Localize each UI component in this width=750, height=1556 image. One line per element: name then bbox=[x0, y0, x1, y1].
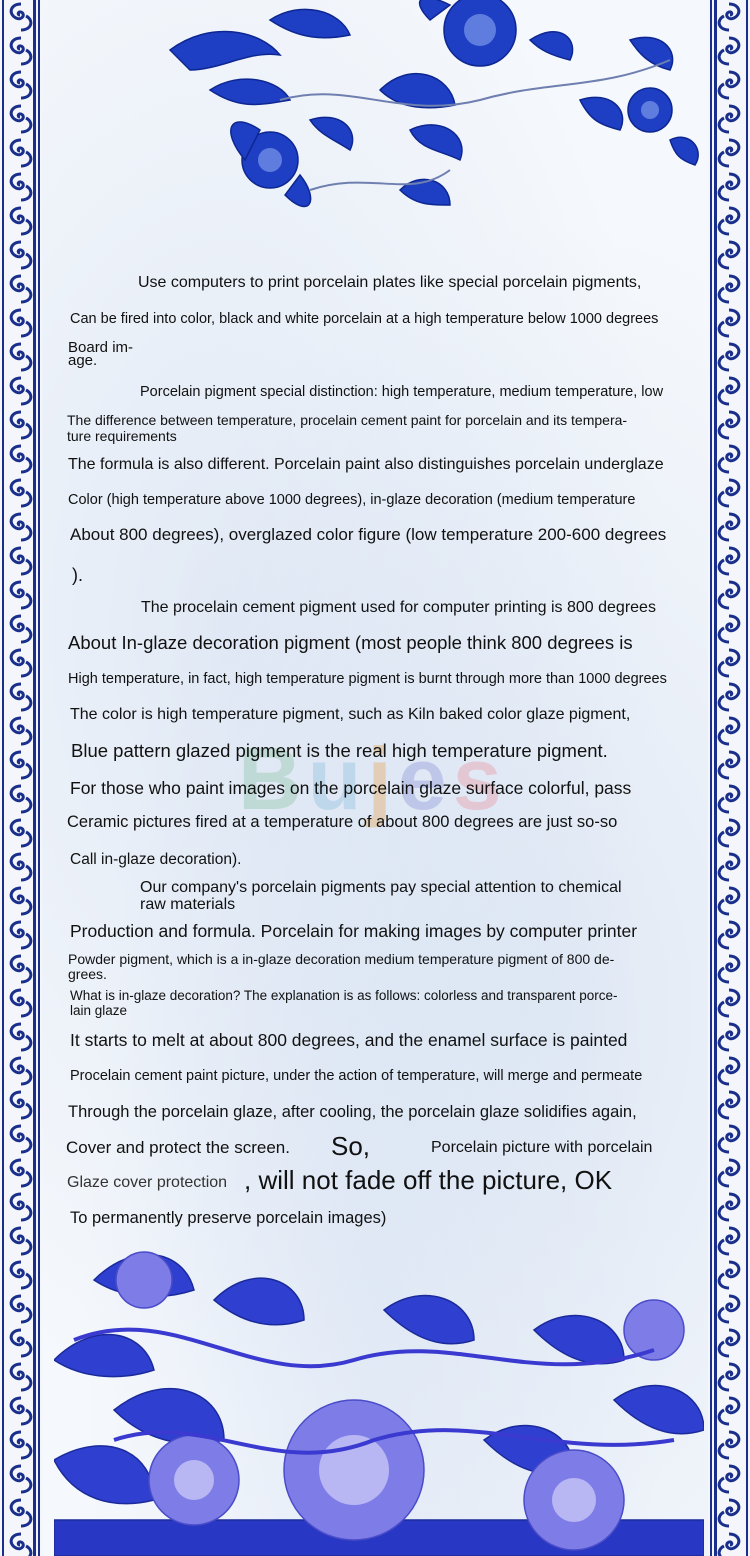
text-line: Ceramic pictures fired at a temperature of about 800 degrees are just so-so bbox=[67, 813, 618, 831]
text-line: Cover and protect the screen. bbox=[66, 1138, 290, 1157]
text-line: What is in-glaze decoration? The explanation is as follows: colorless and transparent porce- lain glaze bbox=[70, 988, 618, 1018]
text-line: Porcelain picture with porcelain bbox=[431, 1139, 653, 1156]
text-line: The color is high temperature pigment, such as Kiln baked color glaze pigment, bbox=[70, 706, 631, 723]
text-line: About 800 degrees), overglazed color figure (low temperature 200-600 degrees bbox=[70, 525, 667, 544]
text-line: Powder pigment, which is a in-glaze decoration medium temperature pigment of 800 de- grees. bbox=[68, 951, 615, 982]
text-line: Procelain cement paint picture, under the action of temperature, will merge and permeate bbox=[70, 1068, 643, 1084]
watermark-letter: e bbox=[397, 729, 453, 828]
text-line: Can be fired into color, black and white porcelain at a high temperature below 1000 degrees bbox=[70, 311, 659, 327]
text-line: ). bbox=[72, 565, 83, 585]
right-scroll-border bbox=[708, 0, 750, 1556]
text-line: Use computers to print porcelain plates like special porcelain pigments, bbox=[138, 274, 642, 291]
text-line: To permanently preserve porcelain images) bbox=[70, 1209, 387, 1227]
text-line: Glaze cover protection bbox=[67, 1174, 228, 1191]
text-line: , will not fade off the picture, OK bbox=[244, 1165, 613, 1195]
text-line: Color (high temperature above 1000 degrees), in-glaze decoration (medium temperature bbox=[68, 492, 636, 508]
text-line: Through the porcelain glaze, after cooling, the porcelain glaze solidifies again, bbox=[68, 1103, 637, 1121]
text-line: Production and formula. Porcelain for making images by computer printer bbox=[70, 921, 638, 941]
watermark-letter: B bbox=[238, 729, 308, 828]
text-line: Call in-glaze decoration). bbox=[70, 851, 242, 868]
bottom-floral-decoration bbox=[54, 1240, 704, 1556]
text-line: It starts to melt at about 800 degrees, and the enamel surface is painted bbox=[70, 1030, 628, 1050]
top-floral-decoration bbox=[150, 0, 710, 240]
text-line: Porcelain pigment special distinction: high temperature, medium temperature, low bbox=[140, 384, 664, 400]
text-line: High temperature, in fact, high temperature pigment is burnt through more than 1000 degrees bbox=[68, 671, 667, 687]
text-line: Blue pattern glazed pigment is the real high temperature pigment. bbox=[71, 740, 608, 761]
text-line: The difference between temperature, procelain cement paint for porcelain and its tempera- ture requirements bbox=[67, 412, 628, 444]
text-line: The procelain cement pigment used for computer printing is 800 degrees bbox=[141, 599, 656, 616]
text-line: The formula is also different. Porcelain paint also distinguishes porcelain underglaze bbox=[68, 456, 664, 473]
text-line: Board im- age. bbox=[68, 339, 134, 369]
text-line: For those who paint images on the porcelain glaze surface colorful, pass bbox=[70, 778, 632, 798]
watermark-letter: u bbox=[307, 729, 368, 828]
watermark-letter: j bbox=[367, 729, 398, 828]
text-line: Our company's porcelain pigments pay special attention to chemical raw materials bbox=[140, 879, 622, 913]
text-line: So, bbox=[331, 1131, 371, 1161]
left-scroll-border bbox=[0, 0, 42, 1556]
watermark-letter: s bbox=[452, 729, 508, 828]
text-line: About In-glaze decoration pigment (most people think 800 degrees is bbox=[68, 632, 633, 653]
